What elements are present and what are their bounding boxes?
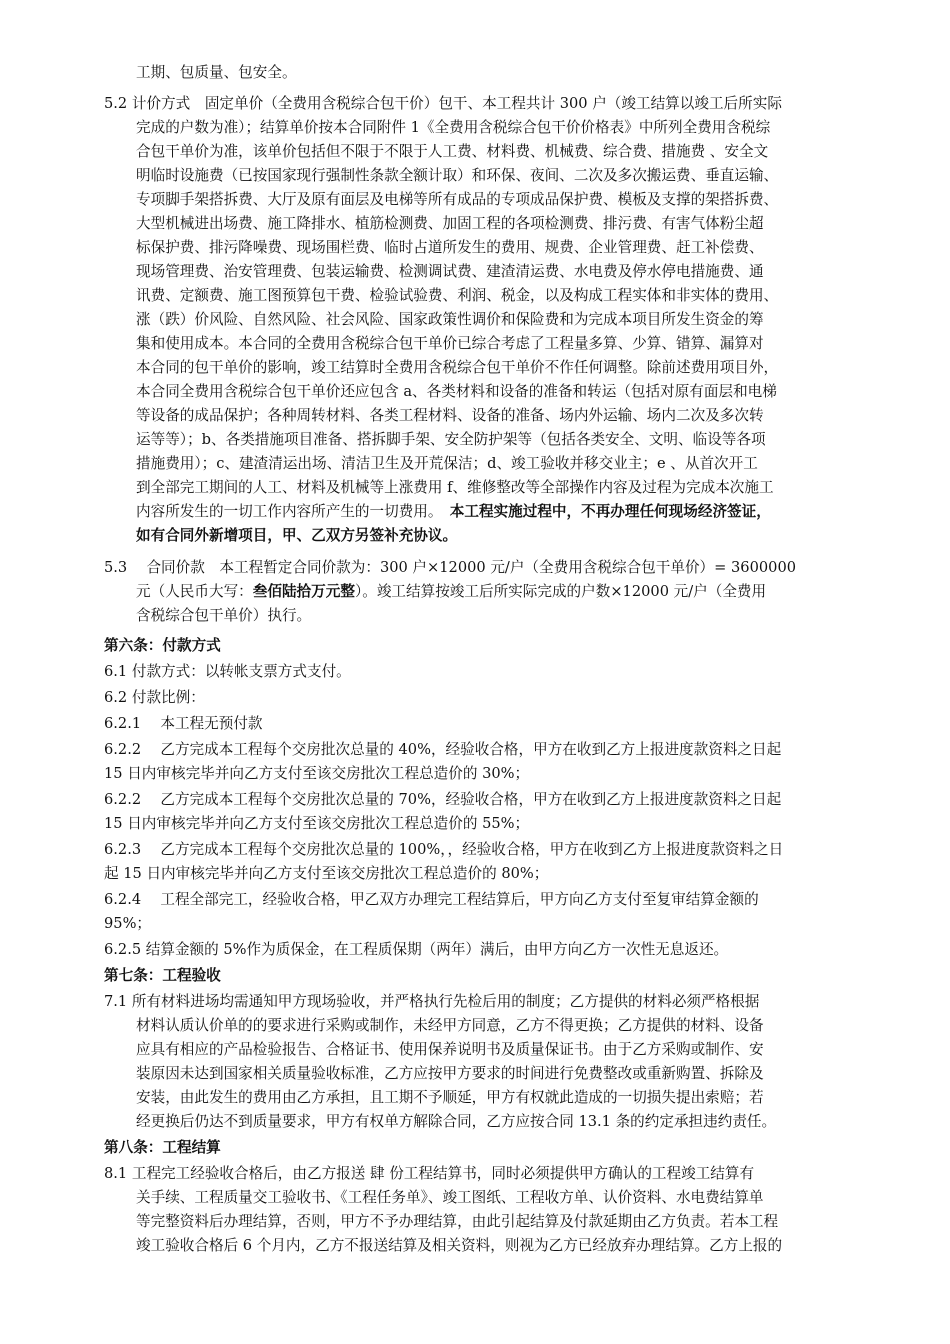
text-line: 等完整资料后办理结算，否则，甲方不予办理结算，由此引起结算及付款延期由乙方负责。若本工程 bbox=[136, 1213, 779, 1230]
text-line: 讯费、定额费、施工图预算包干费、检验试验费、利润、税金，以及构成工程实体和非实体的费用、 bbox=[136, 287, 779, 304]
text-line: 集和使用成本。本合同的全费用含税综合包干单价已综合考虑了工程量多算、少算、错算、漏算对 bbox=[136, 335, 764, 352]
text-line: 应具有相应的产品检验报告、合格证书、使用保养说明书及质量保证书。由于乙方采购或制作、安 bbox=[136, 1041, 764, 1058]
section-heading-6: 第六条：付款方式 bbox=[104, 637, 221, 654]
text-line: 本合同的包干单价的影响，竣工结算时全费用含税综合包干单价不作任何调整。除前述费用项目外， bbox=[136, 359, 779, 376]
text-line: 起 15 日内审核完毕并向乙方支付至该交房批次工程总造价的 80%； bbox=[104, 865, 549, 882]
clause-6-2-2a: 6.2.2 乙方完成本工程每个交房批次总量的 40%，经验收合格，甲方在收到乙方上报进度款资料之日起 bbox=[104, 741, 782, 758]
text-line: 本合同全费用含税综合包干单价还应包含 a、各类材料和设备的准备和转运（包括对原有面层和电梯 bbox=[136, 383, 777, 400]
text-segment: ）。竣工结算按竣工后所实际完成的户数×12000 元/户（全费用 bbox=[354, 583, 767, 600]
text-line: 明临时设施费（已按国家现行强制性条款全额计取）和环保、夜间、二次及多次搬运费、垂直运输、 bbox=[136, 167, 779, 184]
text-segment: 元（人民币大写： bbox=[136, 583, 253, 600]
section-heading-7: 第七条：工程验收 bbox=[104, 967, 221, 984]
bold-segment: 本工程实施过程中，不再办理任何现场经济签证， bbox=[435, 503, 771, 520]
text-line: 经更换后仍达不到质量要求，甲方有权单方解除合同，乙方应按合同 13.1 条的约定承担违约责任。 bbox=[136, 1113, 777, 1130]
text-line: 完成的户数为准）；结算单价按本合同附件 1《全费用含税综合包干价价格表》中所列全费用含税综 bbox=[136, 119, 771, 136]
text-line-mixed bbox=[136, 580, 766, 604]
clause-5-3: 5.3 合同价款 本工程暂定合同价款为：300 户×12000 元/户（全费用含税综合包干单价）= 3600000 bbox=[104, 559, 797, 576]
bold-line: 如有合同外新增项目，甲、乙双方另签补充协议。 bbox=[136, 527, 458, 544]
text-line-mixed bbox=[136, 500, 771, 524]
clause-7-1: 7.1 所有材料进场均需通知甲方现场验收，并严格执行先检后用的制度；乙方提供的材料必须严格根据 bbox=[104, 993, 760, 1010]
text-line: 装原因未达到国家相关质量验收标准，乙方应按甲方要求的时间进行免费整改或重新购置、拆除及 bbox=[136, 1065, 764, 1082]
text-line: 合包干单价为准，该单价包括但不限于不限于人工费、材料费、机械费、综合费、措施费 、安全文 bbox=[136, 143, 769, 160]
clause-6-2-3: 6.2.3 乙方完成本工程每个交房批次总量的 100%，，经验收合格，甲方在收到乙方上报进度款资料之日 bbox=[104, 841, 784, 858]
clause-6-1: 6.1 付款方式：以转帐支票方式支付。 bbox=[104, 663, 351, 680]
text-line: 关手续、工程质量交工验收书、《工程任务单》、竣工图纸、工程收方单、认价资料、水电费结算单 bbox=[136, 1189, 764, 1206]
text-line: 标保护费、排污降噪费、现场围栏费、临时占道所发生的费用、规费、企业管理费、赶工补偿费、 bbox=[136, 239, 764, 256]
text-segment: 内容所发生的一切工作内容所产生的一切费用。 bbox=[136, 503, 436, 520]
clause-6-2-5: 6.2.5 结算金额的 5%作为质保金，在工程质保期（两年）满后，由甲方向乙方一次性无息返还。 bbox=[104, 941, 729, 958]
text-line: 涨（跌）价风险、自然风险、社会风险、国家政策性调价和保险费和为完成本项目所发生资金的筹 bbox=[136, 311, 764, 328]
text-line: 工期、包质量、包安全。 bbox=[136, 64, 297, 81]
clause-6-2-1: 6.2.1 本工程无预付款 bbox=[104, 715, 263, 732]
text-line: 专项脚手架搭拆费、大厅及原有面层及电梯等所有成品的专项成品保护费、模板及支撑的架搭拆费、 bbox=[136, 191, 779, 208]
text-line: 到全部完工期间的人工、材料及机械等上涨费用 f、维修整改等全部操作内容及过程为完成本次施工 bbox=[136, 479, 774, 496]
text-line: 15 日内审核完毕并向乙方支付至该交房批次工程总造价的 55%； bbox=[104, 815, 530, 832]
text-line: 措施费用）；c、建渣清运出场、清洁卫生及开荒保洁；d、竣工验收并移交业主；e 、从首次开工 bbox=[136, 455, 758, 472]
text-line: 材料认质认价单的的要求进行采购或制作，未经甲方同意，乙方不得更换；乙方提供的材料、设备 bbox=[136, 1017, 764, 1034]
clause-6-2: 6.2 付款比例： bbox=[104, 689, 205, 706]
text-line: 安装，由此发生的费用由乙方承担，且工期不予顺延，甲方有权就此造成的一切损失提出索赔；若 bbox=[136, 1089, 764, 1106]
text-line: 15 日内审核完毕并向乙方支付至该交房批次工程总造价的 30%； bbox=[104, 765, 530, 782]
text-line: 含税综合包干单价）执行。 bbox=[136, 607, 312, 624]
text-line: 大型机械进出场费、施工降排水、植筋检测费、加固工程的各项检测费、排污费、有害气体粉尘超 bbox=[136, 215, 764, 232]
bold-segment: 叁佰陆拾万元整 bbox=[252, 583, 355, 600]
clause-6-2-2b: 6.2.2 乙方完成本工程每个交房批次总量的 70%，经验收合格，甲方在收到乙方上报进度款资料之日起 bbox=[104, 791, 782, 808]
text-line: 现场管理费、治安管理费、包装运输费、检测调试费、建渣清运费、水电费及停水停电措施费、通 bbox=[136, 263, 764, 280]
clause-8-1: 8.1 工程完工经验收合格后，由乙方报送 肆 份工程结算书，同时必须提供甲方确认的工程竣工结算有 bbox=[104, 1165, 755, 1182]
clause-6-2-4: 6.2.4 工程全部完工，经验收合格，甲乙双方办理完工程结算后，甲方向乙方支付至复审结算金额的 bbox=[104, 891, 759, 908]
section-heading-8: 第八条：工程结算 bbox=[104, 1139, 221, 1156]
clause-5-2: 5.2 计价方式 固定单价（全费用含税综合包干价）包干、本工程共计 300 户（竣工结算以竣工后所实际 bbox=[104, 95, 782, 112]
text-line: 竣工验收合格后 6 个月内，乙方不报送结算及相关资料，则视为乙方已经放弃办理结算。乙方上报的 bbox=[136, 1237, 783, 1254]
text-line: 运等等）；b、各类措施项目准备、搭拆脚手架、安全防护架等（包括各类安全、文明、临设等各项 bbox=[136, 431, 766, 448]
text-line: 等设备的成品保护；各种周转材料、各类工程材料、设备的准备、场内外运输、场内二次及多次转 bbox=[136, 407, 764, 424]
text-line: 95%； bbox=[104, 915, 152, 932]
